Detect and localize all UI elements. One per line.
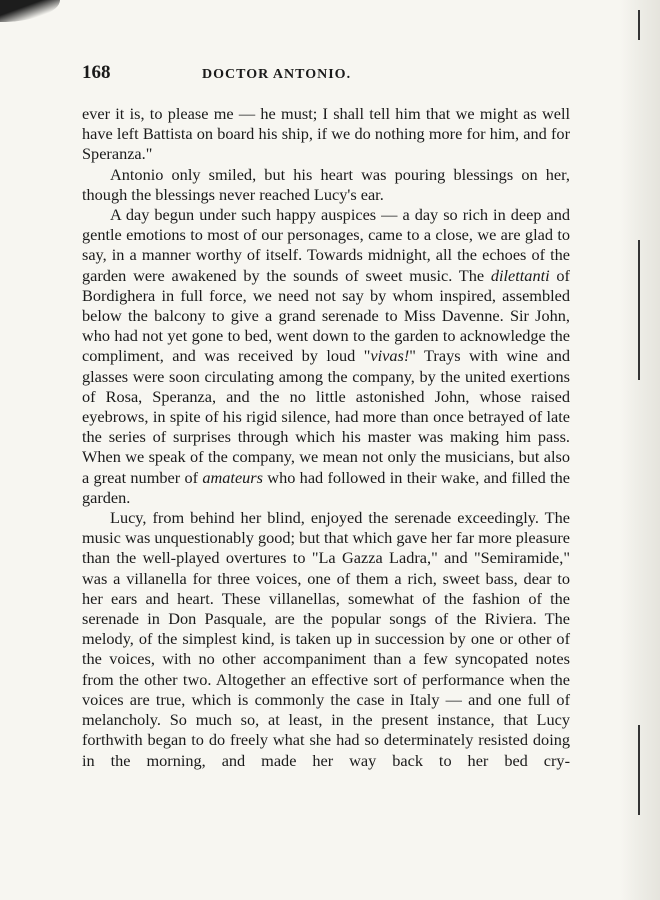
spine-mark (638, 725, 640, 815)
page-header (82, 62, 570, 90)
body-text (82, 104, 570, 771)
text-run: A day begun under such happy auspices — a day so rich in deep and gentle emotions to most of our personages, came to a close, we are glad to say, in a manner worthy of itself. Towards midnight, all the echoes of the garden were awakened by the sounds of sweet music. The (82, 205, 570, 285)
book-spine-edge (620, 0, 660, 900)
spine-mark (638, 10, 640, 40)
paragraph (82, 104, 570, 165)
page-number: 168 (82, 62, 111, 83)
running-title: DOCTOR ANTONIO. (202, 67, 352, 82)
text-run: Lucy, from behind her blind, enjoyed the serenade exceedingly. The music was unquestionably good; but that which gave her far more pleasure than the well-played overtures to "La Gazza Ladra," and "Semiramide," was a villanella for three voices, one of them a rich, sweet bass, dear to her ears and heart. These villanellas, somewhat of the fashion of the serenade in Don Pasquale, are the popular songs of the Riviera. The melody, of the simplest kind, is taken up in succession by one or other of the voices, with no other accompaniment than a few syncopated notes from the other two. Altogether an effective sort of performance when the voices are true, which is commonly the case in Italy — and one full of melancholy. So much so, at least, in the present instance, that Lucy forthwith began to do freely what she had so determinately resisted doing in the morning, and made her way back to her bed cry- (82, 508, 570, 770)
italic-text: amateurs (202, 467, 263, 487)
spine-mark (638, 240, 640, 380)
paragraph (82, 165, 570, 205)
italic-text: dilettanti (490, 265, 550, 285)
text-run: Antonio only smiled, but his heart was pouring blessings on her, though the blessings never reached Lucy's ear. (82, 164, 570, 204)
paragraph (82, 205, 570, 508)
page-corner-shadow (0, 0, 60, 22)
paragraph (82, 508, 570, 771)
text-run: of Bordighera in full force, we need not say by whom inspired, assembled below the balcony to give a grand serenade to Miss Davenne. Sir John, who had not yet gone to bed, went down to the garden to acknowledge the compliment, and was received by loud " (82, 265, 570, 366)
text-run: who had followed in their wake, and filled the garden. (82, 467, 571, 507)
text-run: ever it is, to please me — he must; I shall tell him that we might as well have left Battista on board his ship, if we do nothing more for him, and for Speranza." (82, 104, 570, 164)
book-page (82, 62, 570, 771)
italic-text: vivas! (370, 346, 410, 366)
text-run: " Trays with wine and glasses were soon circulating among the company, by the united exertions of Rosa, Speranza, and the no little astonished John, whose raised eyebrows, in spite of his rigid silence, had more than once betrayed of late the series of surprises through which his master was making him pass. When we speak of the company, we mean not only the musicians, but also a great number of (82, 346, 570, 487)
